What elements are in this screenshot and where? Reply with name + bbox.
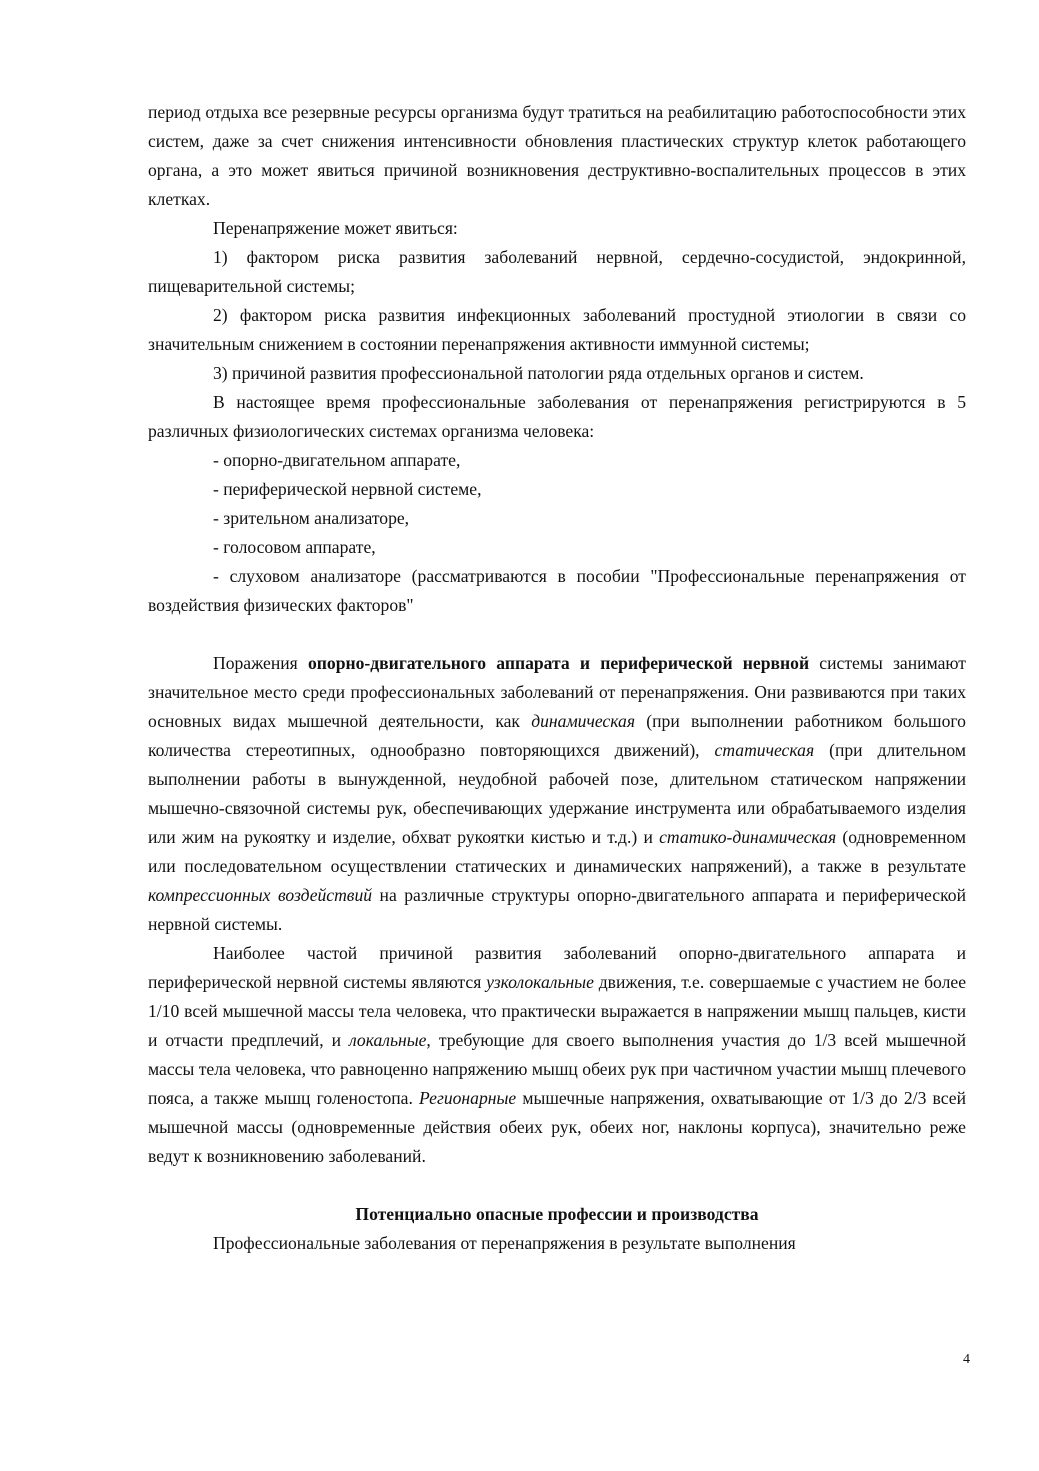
document-page (148, 98, 966, 1258)
list-item-1: 1) фактором риска развития заболеваний нервной, сердечно-сосудистой, эндокринной, пищеварительной системы; (148, 247, 966, 296)
paragraph-5: Наиболее частой причиной развития заболеваний опорно-двигательного аппарата и периферической нервной системы являются узколокальные движения, т.е. совершаемые с участием не более 1/10 всей мышечной массы тела человека, что практически выражается в напряжении мышц пальцев, кисти и отчасти предплечий, и локальные, требующие для своего выполнения участия до 1/3 всей мышечной массы тела человека, что равноценно напряжению мышц обеих рук при частичном участии мышц плечевого пояса, а также мышц голеностопа. Регионарные мышечные напряжения, охватывающие от 1/3 до 2/3 всей мышечной массы (одновременные действия обеих рук, обеих ног, наклоны корпуса), значительно реже ведут к возникновению заболеваний. (148, 943, 966, 1166)
paragraph-2: Перенапряжение может явиться: (213, 218, 458, 238)
system-list-item: - опорно-двигательном аппарате, (213, 450, 461, 470)
paragraph-1: период отдыха все резервные ресурсы организма будут тратиться на реабилитацию работоспособности этих систем, даже за счет снижения интенсивности обновления пластических структур клеток работающего органа, а это может явиться причиной возникновения деструктивно-воспалительных процессов в этих клетках. (148, 102, 966, 209)
list-item-3: 3) причиной развития профессиональной патологии ряда отдельных органов и систем. (213, 363, 864, 383)
paragraph-6: Профессиональные заболевания от перенапряжения в результате выполнения (213, 1233, 796, 1253)
system-list-item: - зрительном анализаторе, (213, 508, 410, 528)
paragraph-gap (148, 1171, 966, 1200)
bold-term: опорно-двигательного аппарата и периферической нервной (307, 653, 810, 673)
italic-term: динамическая (531, 711, 636, 731)
page-number: 4 (963, 1352, 970, 1367)
italic-term: узколокальные (486, 972, 594, 992)
italic-term: компрессионных воздействий (148, 885, 373, 905)
system-list-item: - голосовом аппарате, (213, 537, 376, 557)
italic-term: локальные (349, 1030, 427, 1050)
section-heading: Потенциально опасные профессии и производства (355, 1204, 759, 1224)
list-item-2: 2) фактором риска развития инфекционных заболеваний простудной этиологии в связи со значительным снижением в состоянии перенапряжения активности иммунной системы; (148, 305, 966, 354)
italic-term: статическая (714, 740, 815, 760)
paragraph-4: Поражения опорно-двигательного аппарата и периферической нервной системы занимают значительное место среди профессиональных заболеваний от перенапряжения. Они развиваются при таких основных видах мышечной деятельности, как динамическая (при выполнении работником большого количества стереотипных, однообразно повторяющихся движений), статическая (при длительном выполнении работы в вынужденной, неудобной рабочей позе, длительном статическом напряжении мышечно-связочной системы рук, обеспечивающих удержание инструмента или обрабатываемого изделия или жим на рукоятку и изделие, обхват рукоятки кистью и т.д.) и статико-динамическая (одновременном или последовательном осуществлении статических и динамических напряжений), а также в результате компрессионных воздействий на различные структуры опорно-двигательного аппарата и периферической нервной системы. (148, 653, 966, 934)
system-list-item-last: - слуховом анализаторе (рассматриваются в пособии "Профессиональные перенапряжения от воздействия физических факторов" (148, 566, 966, 615)
system-list-item: - периферической нервной системе, (213, 479, 482, 499)
italic-term: Регионарные (419, 1088, 517, 1108)
paragraph-gap (148, 620, 966, 649)
paragraph-3: В настоящее время профессиональные заболевания от перенапряжения регистрируются в 5 различных физиологических системах организма человека: (148, 392, 966, 441)
italic-term: статико-динамическая (659, 827, 837, 847)
